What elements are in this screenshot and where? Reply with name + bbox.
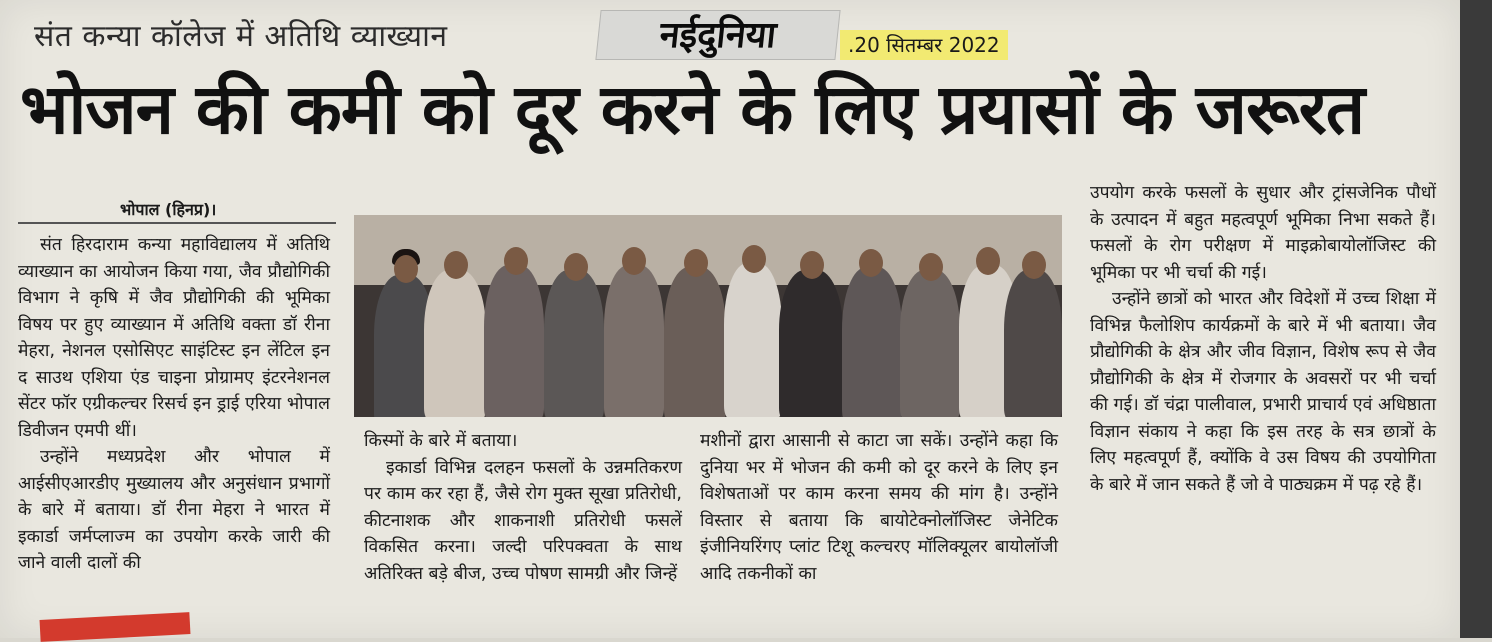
photo-head	[684, 249, 708, 277]
photo-person	[1004, 270, 1062, 417]
photo-head	[976, 247, 1000, 275]
photo-person	[664, 267, 726, 417]
photo-person	[724, 263, 782, 417]
photo-head	[859, 249, 883, 277]
column-rule	[18, 222, 336, 224]
column-1-paragraph-2: उन्होंने मध्यप्रदेश और भोपाल में आईसीएआरडीए मुख्यालय और अनुसंधान प्रभागों के बारे में बताया। डॉ रीना मेहरा ने भारत में इकार्डा जर्मप्लाज्म का उपयोग करके जारी की जाने वाली दालों की	[18, 447, 330, 573]
background-edge	[1460, 0, 1492, 638]
photo-person	[900, 270, 960, 417]
column-1-paragraph-1: संत हिरदाराम कन्या महाविद्यालय में अतिथि व्याख्यान का आयोजन किया गया, जैव प्रौद्योगिकी विभाग ने कृषि में जैव प्रौद्योगिकी की भूमिका विषय पर हुए व्याख्यान में अतिथि वक्ता डॉ रीना मेहरा, नेशनल एसोसिएट साइंटिस्ट इन लेंटिल इन द साउथ एशिया एंड चाइना प्रोग्रामए इंटरनेशनल सेंटर फॉर एग्रीकल्चर रिसर्च इन ड्राई एरिया भोपाल डिवीजन एमपी थीं।	[18, 235, 330, 441]
article-column-3	[700, 428, 1058, 587]
column-4-paragraph-1: उपयोग करके फसलों के सुधार और ट्रांसजेनिक पौधों के उत्पादन में बहुत महत्वपूर्ण भूमिका निभा सकते हैं। फसलों के रोग परीक्षण में माइक्रोबायोलॉजिस्ट की भूमिका पर भी चर्चा की गई।	[1090, 183, 1436, 283]
article-column-2	[364, 428, 682, 587]
newspaper-masthead: नईदुनिया	[595, 10, 840, 60]
photo-head	[622, 247, 646, 275]
photo-head	[504, 247, 528, 275]
photo-person	[424, 270, 486, 417]
article-column-4	[1090, 180, 1436, 498]
photo-person	[779, 270, 843, 417]
headline: भोजन की कमी को दूर करने के लिए प्रयासों के जरूरत	[20, 70, 1365, 150]
kicker-heading: संत कन्या कॉलेज में अतिथि व्याख्यान	[34, 19, 448, 54]
photo-head	[564, 253, 588, 281]
photo-person	[604, 265, 664, 417]
column-2-paragraph-1: किस्मों के बारे में बताया।	[364, 431, 518, 451]
photo-head	[742, 245, 766, 273]
group-photo	[354, 215, 1062, 417]
photo-head	[919, 253, 943, 281]
publication-date: .20 सितम्बर 2022	[840, 30, 1008, 60]
article-column-1	[18, 232, 330, 577]
dateline: भोपाल (हिनप्र)।	[120, 200, 217, 219]
column-3-paragraph-1: मशीनों द्वारा आसानी से काटा जा सकें। उन्होंने कहा कि दुनिया भर में भोजन की कमी को दूर करने के लिए इन विशेषताओं पर काम करना समय की मांग है। उन्होंने विस्तार से बताया कि बायोटेक्नोलॉजिस्ट जेनेटिक इंजीनियरिंगए प्लांट टिशू कल्चरए मॉलिक्यूलर बायोलॉजी आदि तकनीकों का	[700, 431, 1058, 584]
photo-head	[394, 255, 418, 283]
column-4-paragraph-2: उन्होंने छात्रों को भारत और विदेशों में उच्च शिक्षा में विभिन्न फैलोशिप कार्यक्रमों के बारे में भी बताया। जैव प्रौद्योगिकी के क्षेत्र और जीव विज्ञान, विशेष रूप से जैव प्रौद्योगिकी के क्षेत्र में रोजगार के अवसरों पर भी चर्चा की गई। डॉ चंद्रा पालीवाल, प्रभारी प्राचार्य एवं अधिष्ठाता विज्ञान संकाय ने कहा कि इस तरह के सत्र छात्रों के लिए महत्वपूर्ण हैं, क्योंकि वे उस विषय की उपयोगिता के बारे में जान सकते हैं जो वे पाठ्यक्रम में पढ़ रहे हैं।	[1090, 289, 1436, 495]
photo-person	[842, 267, 902, 417]
photo-head	[444, 251, 468, 279]
photo-head	[800, 251, 824, 279]
photo-person	[484, 265, 544, 417]
adjacent-clipping-scrap	[40, 612, 191, 642]
photo-head	[1022, 251, 1046, 279]
photo-person	[544, 270, 604, 417]
column-2-paragraph-2: इकार्डा विभिन्न दलहन फसलों के उन्नमतिकरण पर काम कर रहा हैं, जैसे रोग मुक्त सूखा प्रतिरोधी, कीटनाशक और शाकनाशी प्रतिरोधी फसलें विकसित करना। जल्दी परिपक्वता के साथ अतिरिक्त बड़े बीज, उच्च पोषण सामग्री और जिन्हें	[364, 457, 682, 584]
